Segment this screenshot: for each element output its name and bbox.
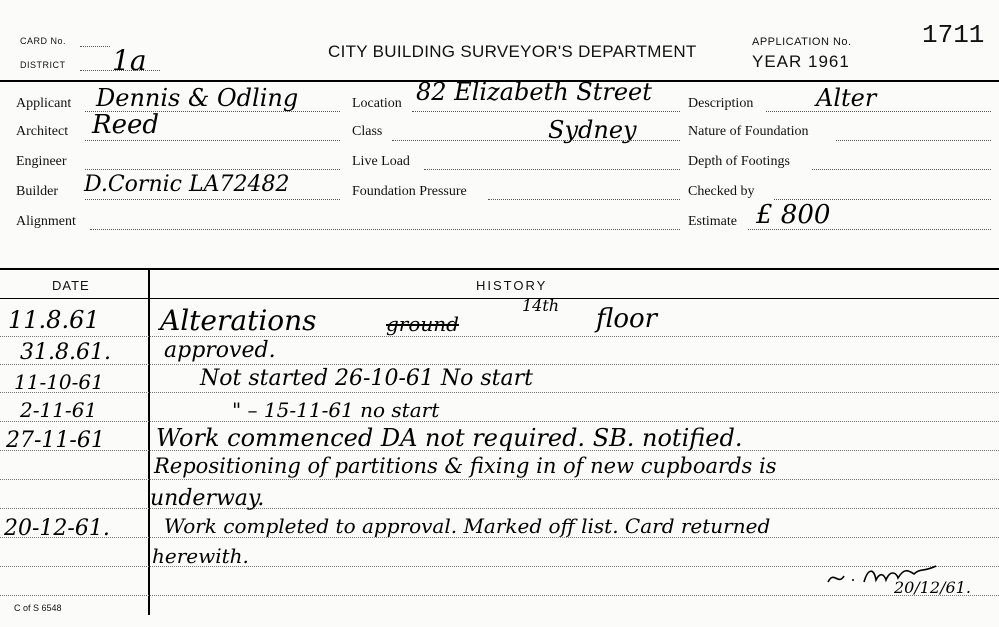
application-no-value: 1711 — [922, 20, 985, 50]
table-row-date: 11.8.61 — [8, 306, 100, 334]
inserted-word: 14th — [522, 296, 560, 315]
date-header: DATE — [52, 278, 90, 293]
card-no-line — [80, 46, 110, 47]
architect-value: Reed — [92, 110, 159, 140]
table-row-history: " – 15-11-61 no start — [232, 398, 440, 422]
table-row-history: approved. — [164, 338, 276, 363]
architect-line — [85, 140, 340, 141]
applicant-label: Applicant — [16, 96, 72, 111]
nature-of-foundation-label: Nature of Foundation — [688, 124, 809, 139]
district-value: 1a — [112, 44, 147, 77]
history-header: HISTORY — [476, 278, 548, 293]
estimate-label: Estimate — [688, 214, 737, 229]
description-label: Description — [688, 96, 754, 111]
table-row-history: Work completed to approval. Marked off list. Card returned — [164, 514, 771, 538]
location-line — [412, 111, 680, 112]
class-line — [392, 140, 680, 141]
struck-word: ground — [386, 312, 459, 336]
floor-word: floor — [596, 304, 658, 334]
foundation-pressure-label: Foundation Pressure — [352, 184, 467, 199]
table-row-date: 31.8.61. — [20, 340, 111, 365]
district-label: DISTRICT — [20, 60, 66, 70]
history-rule — [0, 336, 999, 337]
builder-label: Builder — [16, 184, 58, 199]
description-value: Alter — [816, 84, 877, 112]
table-row-history: Not started 26-10-61 No start — [200, 366, 533, 391]
table-row-history: Work commenced DA not required. SB. notified. — [156, 424, 743, 452]
year-label: YEAR 1961 — [752, 52, 850, 71]
estimate-value: £ 800 — [756, 200, 831, 230]
table-row-history: Alterations — [160, 304, 317, 337]
table-row-date: 20-12-61. — [4, 516, 110, 541]
depth-of-footings-line — [812, 169, 991, 170]
class-label: Class — [352, 124, 383, 139]
history-rule — [0, 392, 999, 393]
engineer-line — [85, 169, 340, 170]
checked-by-label: Checked by — [688, 184, 755, 199]
history-rule — [0, 479, 999, 480]
location-value: 82 Elizabeth Street — [416, 78, 652, 106]
location-label: Location — [352, 96, 402, 111]
alignment-line — [90, 229, 680, 230]
district-line — [80, 70, 160, 71]
form-number: C of S 6548 — [14, 603, 62, 613]
table-row-history: Repositioning of partitions & fixing in of new cupboards is — [154, 454, 777, 478]
alignment-label: Alignment — [16, 214, 76, 229]
history-rule — [0, 595, 999, 596]
architect-label: Architect — [16, 124, 69, 139]
history-rule — [0, 364, 999, 365]
estimate-line — [748, 229, 991, 230]
history-rule — [0, 421, 999, 422]
builder-line — [85, 199, 340, 200]
live-load-label: Live Load — [352, 154, 410, 169]
table-row-history: underway. — [150, 486, 265, 511]
nature-of-foundation-line — [836, 140, 991, 141]
department-title: CITY BUILDING SURVEYOR'S DEPARTMENT — [328, 42, 697, 61]
engineer-label: Engineer — [16, 154, 67, 169]
live-load-line — [424, 169, 680, 170]
table-row-date: 11-10-61 — [14, 370, 104, 394]
description-line — [766, 111, 991, 112]
builder-value: D.Cornic LA72482 — [84, 172, 290, 197]
application-no-label: APPLICATION No. — [752, 36, 852, 48]
table-row-date: 2-11-61 — [20, 398, 98, 422]
table-row-history: herewith. — [152, 544, 249, 568]
table-row-date: 27-11-61 — [6, 428, 105, 453]
location-value-city: Sydney — [548, 116, 637, 144]
table-column-divider — [148, 270, 150, 615]
signature-date: 20/12/61. — [894, 578, 971, 597]
card-no-label: CARD No. — [20, 36, 67, 46]
foundation-pressure-line — [488, 199, 680, 200]
applicant-value: Dennis & Odling — [96, 84, 299, 112]
depth-of-footings-label: Depth of Footings — [688, 154, 790, 169]
